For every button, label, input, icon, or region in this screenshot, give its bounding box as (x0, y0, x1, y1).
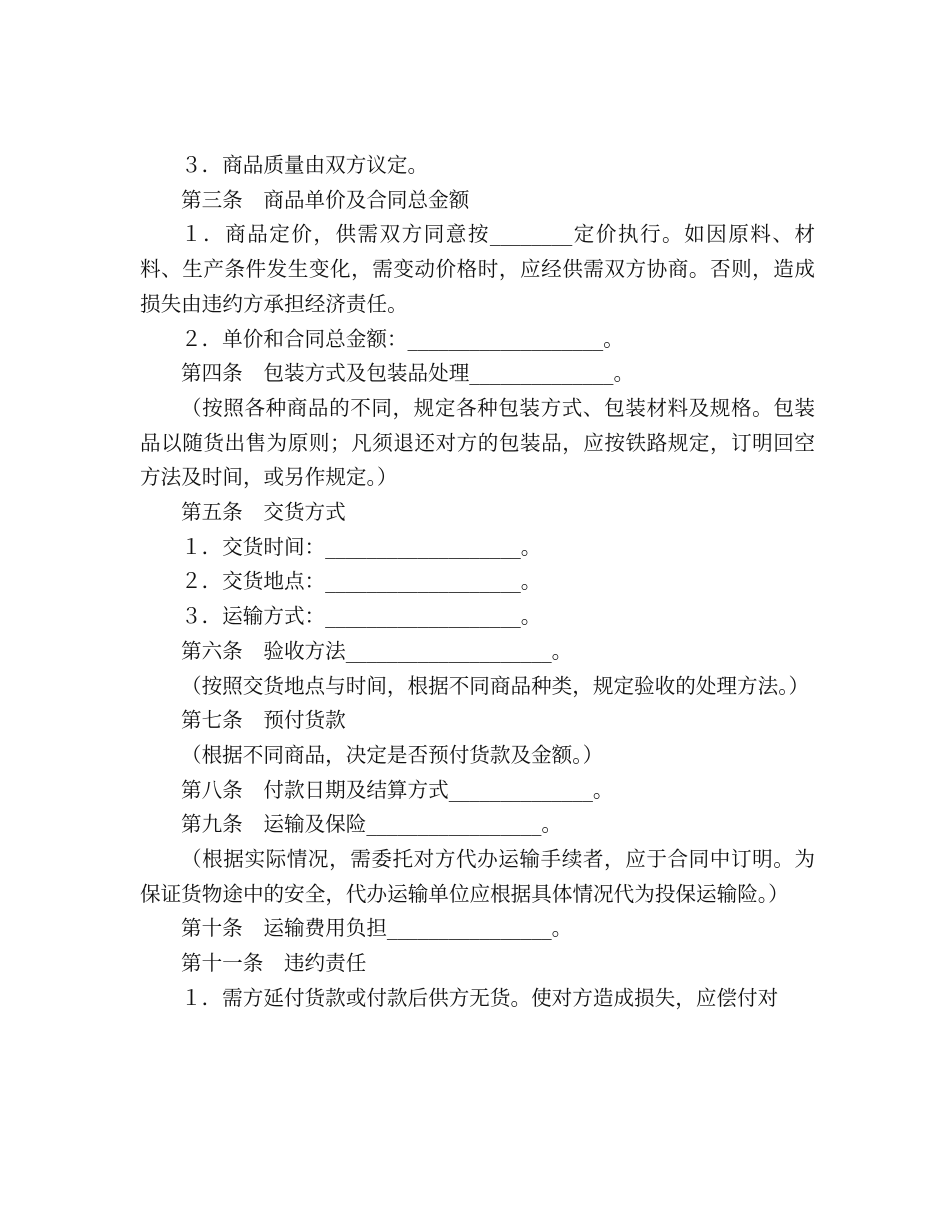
packaging-note: （按照各种商品的不同，规定各种包装方式、包装材料及规格。包装品以随货出售为原则；凡须退还对方的包装品，应按铁路规定，订明回空方法及时间，或另作规定。） (140, 395, 815, 490)
inspection-note: （按照交货地点与时间，根据不同商品种类，规定验收的处理方法。） (181, 673, 810, 698)
article-6-heading: 第六条 验收方法____________________。 (181, 638, 573, 663)
article-7-heading: 第七条 预付货款 (181, 708, 346, 733)
article-9-heading: 第九条 运输及保险_________________。 (181, 812, 562, 837)
clause-item-late-payment: １．需方延付货款或付款后供方无货。使对方造成损失，应偿付对 (181, 985, 779, 1010)
article-8-heading: 第八条 付款日期及结算方式______________。 (181, 777, 614, 802)
article-5-heading: 第五条 交货方式 (181, 500, 346, 525)
transport-insurance-note: （根据实际情况，需委托对方代办运输手续者，应于合同中订明。为保证货物途中的安全，代办运输单位应根据具体情况代为投保运输险。） (140, 847, 815, 906)
article-10-heading: 第十条 运输费用负担________________。 (181, 916, 573, 941)
clause-item-transport-method: ３．运输方式：___________________。 (181, 604, 542, 629)
clause-item-pricing: １．商品定价，供需双方同意按________定价执行。如因原料、材料、生产条件发生变化，需变动价格时，应经供需双方协商。否则，造成损失由违约方承担经济责任。 (140, 222, 815, 316)
clause-item-delivery-time: １．交货时间：___________________。 (181, 534, 542, 559)
clause-item-delivery-place: ２．交货地点：___________________。 (181, 569, 542, 594)
clause-item-quality: ３．商品质量由双方议定。 (181, 153, 429, 177)
article-4-heading: 第四条 包装方式及包装品处理______________。 (181, 361, 635, 386)
clause-item-total-amount: ２．单价和合同总金额：___________________。 (181, 326, 624, 351)
article-11-heading: 第十一条 违约责任 (181, 951, 367, 976)
contract-page (140, 148, 815, 1016)
prepayment-note: （根据不同商品，决定是否预付货款及金额。） (181, 742, 604, 767)
article-3-heading: 第三条 商品单价及合同总金额 (181, 187, 470, 212)
